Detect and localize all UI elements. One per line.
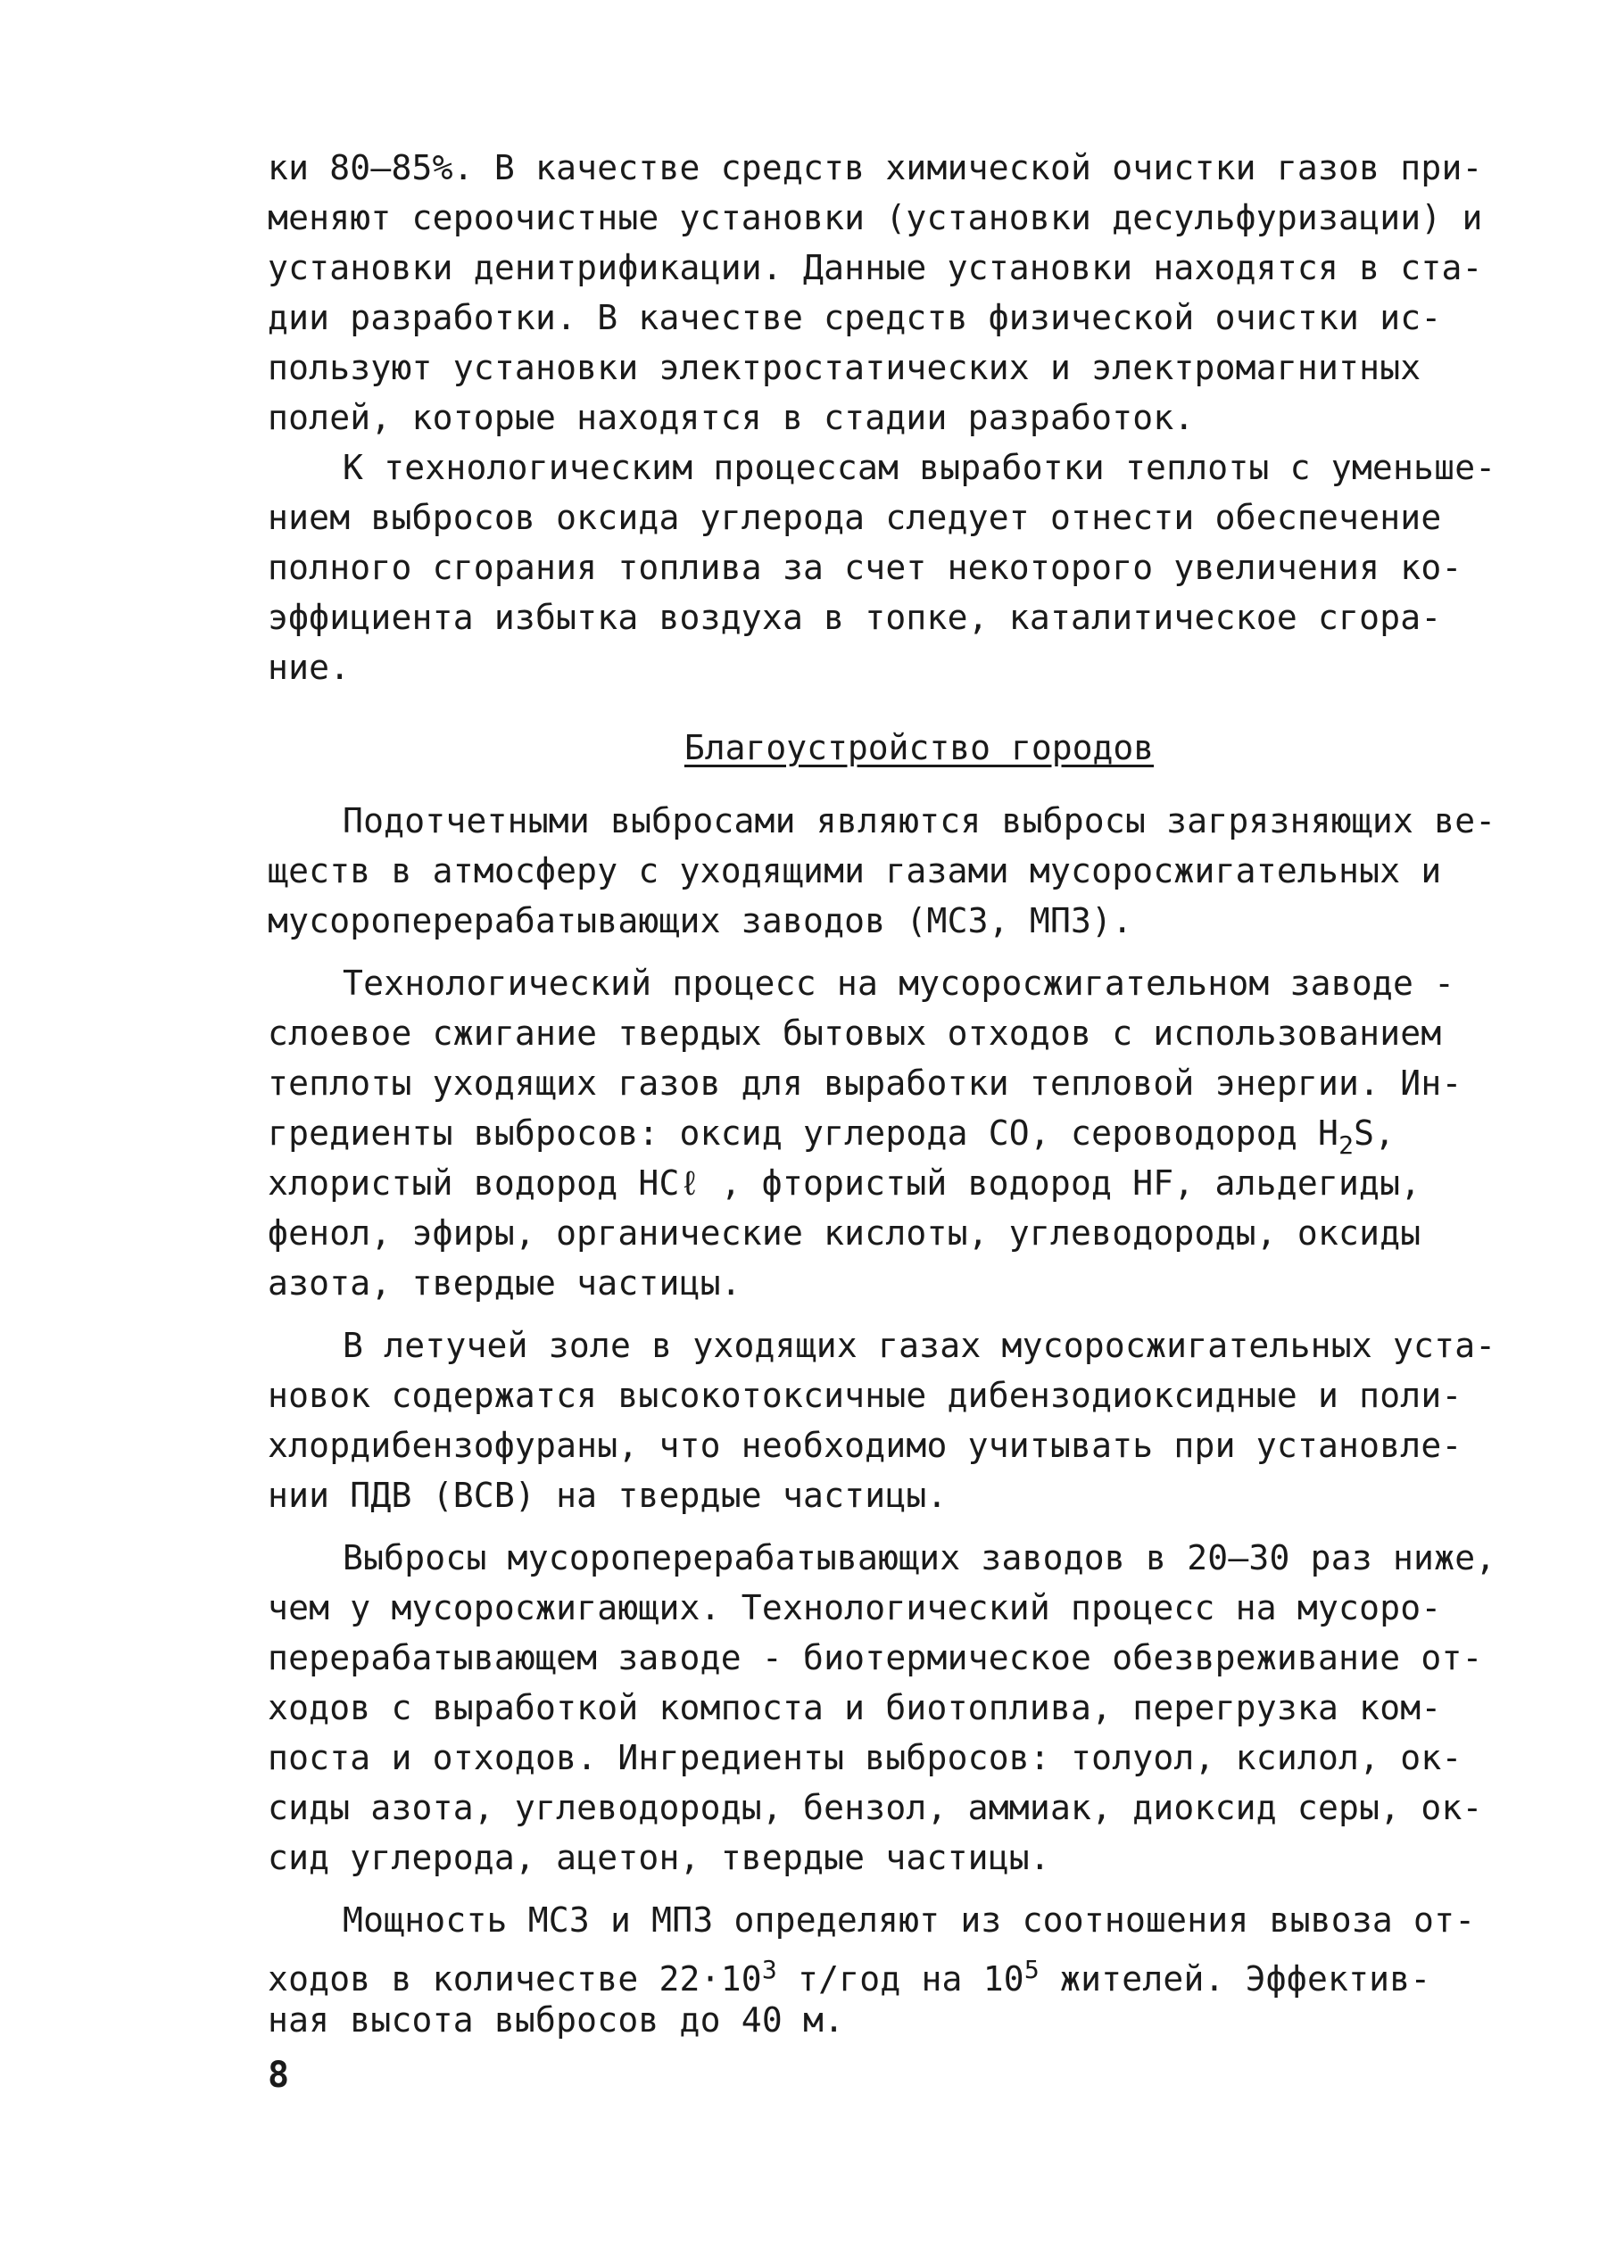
text-line: полей, которые находятся в стадии разработок. — [268, 398, 1195, 437]
paragraph-6 — [268, 1533, 1496, 1883]
text-line: теплоты уходящих газов для выработки тепловой энергии. Ин- — [268, 1064, 1462, 1103]
text-line: азота, твердые частицы. — [268, 1263, 742, 1303]
superscript: 5 — [1023, 1955, 1040, 1984]
text-line: Мощность МСЗ и МПЗ определяют из соотношения вывоза от- — [343, 1900, 1476, 1940]
text-segment: ходов в количестве 22·10 — [268, 1959, 762, 1999]
text-line: нии ПДВ (ВСВ) на твердые частицы. — [268, 1476, 948, 1515]
paragraph-5 — [268, 1320, 1496, 1520]
text-line: мусороперерабатывающих заводов (МСЗ, МПЗ). — [268, 901, 1133, 940]
paragraph-7 — [268, 1895, 1476, 2045]
text-line: меняют сероочистные установки (установки десульфуризации) и — [268, 198, 1483, 237]
paragraph-4 — [268, 958, 1462, 1308]
text-line: слоевое сжигание твердых бытовых отходов с использованием — [268, 1014, 1442, 1053]
text-line: новок содержатся высокотоксичные дибензодиоксидные и поли- — [268, 1376, 1462, 1415]
text-line: перерабатывающем заводе - биотермическое обезвреживание от- — [268, 1638, 1483, 1677]
paragraph-1 — [268, 143, 1483, 443]
text-line: хлористый водород НСℓ , фтористый водород НF, альдегиды, — [268, 1163, 1421, 1203]
superscript: 3 — [761, 1955, 777, 1984]
text-line-formula — [268, 1108, 1428, 1158]
text-line: ществ в атмосферу с уходящими газами мусоросжигательных и — [268, 851, 1442, 890]
text-segment: гредиенты выбросов: оксид углерода СО, сероводород Н — [268, 1113, 1339, 1153]
paragraph-2 — [268, 443, 1496, 692]
text-line: Технологический процесс на мусоросжигательном заводе - — [343, 964, 1455, 1003]
text-line: фенол, эфиры, органические кислоты, углеводороды, оксиды — [268, 1213, 1421, 1253]
text-line: установки денитрификации. Данные установки находятся в ста- — [268, 248, 1483, 287]
text-line: В летучей золе в уходящих газах мусоросжигательных уста- — [343, 1326, 1496, 1365]
text-line: сиды азота, углеводороды, бензол, аммиак, диоксид серы, ок- — [268, 1788, 1483, 1827]
text-line: К технологическим процессам выработки теплоты с уменьше- — [343, 448, 1496, 487]
text-line: дии разработки. В качестве средств физической очистки ис- — [268, 298, 1442, 337]
text-line: эффициента избытка воздуха в топке, каталитическое сгора- — [268, 598, 1442, 637]
text-line: нием выбросов оксида углерода следует отнести обеспечение — [268, 498, 1442, 537]
text-segment: S, — [1354, 1113, 1396, 1153]
text-line: поста и отходов. Ингредиенты выбросов: толуол, ксилол, ок- — [268, 1738, 1462, 1777]
text-line: ки 80–85%. В качестве средств химической очистки газов при- — [268, 148, 1483, 187]
document-page — [268, 143, 1496, 2100]
text-segment: т/год на 10 — [776, 1959, 1024, 1999]
text-line: пользуют установки электростатических и электромагнитных — [268, 348, 1421, 387]
text-line: чем у мусоросжигающих. Технологический процесс на мусоро- — [268, 1588, 1442, 1627]
text-line: ние. — [268, 648, 351, 687]
text-line: ная высота выбросов до 40 м. — [268, 2000, 845, 2040]
section-heading — [268, 723, 1428, 773]
page-number: 8 — [268, 2055, 290, 2096]
text-line-formula — [268, 1945, 1431, 1999]
text-line: Выбросы мусороперерабатывающих заводов в 20–30 раз ниже, — [343, 1538, 1496, 1577]
text-segment: жителей. Эффектив- — [1039, 1959, 1431, 1999]
section-heading-text: Благоустройство городов — [684, 728, 1155, 767]
paragraph-3 — [268, 796, 1496, 946]
text-line: ходов с выработкой компоста и биотоплива, перегрузка ком- — [268, 1688, 1442, 1727]
text-line: сид углерода, ацетон, твердые частицы. — [268, 1838, 1050, 1877]
text-line: Подотчетными выбросами являются выбросы загрязняющих ве- — [343, 801, 1496, 840]
text-line: полного сгорания топлива за счет некоторого увеличения ко- — [268, 548, 1462, 587]
subscript: 2 — [1338, 1130, 1355, 1160]
text-line: хлордибензофураны, что необходимо учитывать при установле- — [268, 1426, 1462, 1465]
